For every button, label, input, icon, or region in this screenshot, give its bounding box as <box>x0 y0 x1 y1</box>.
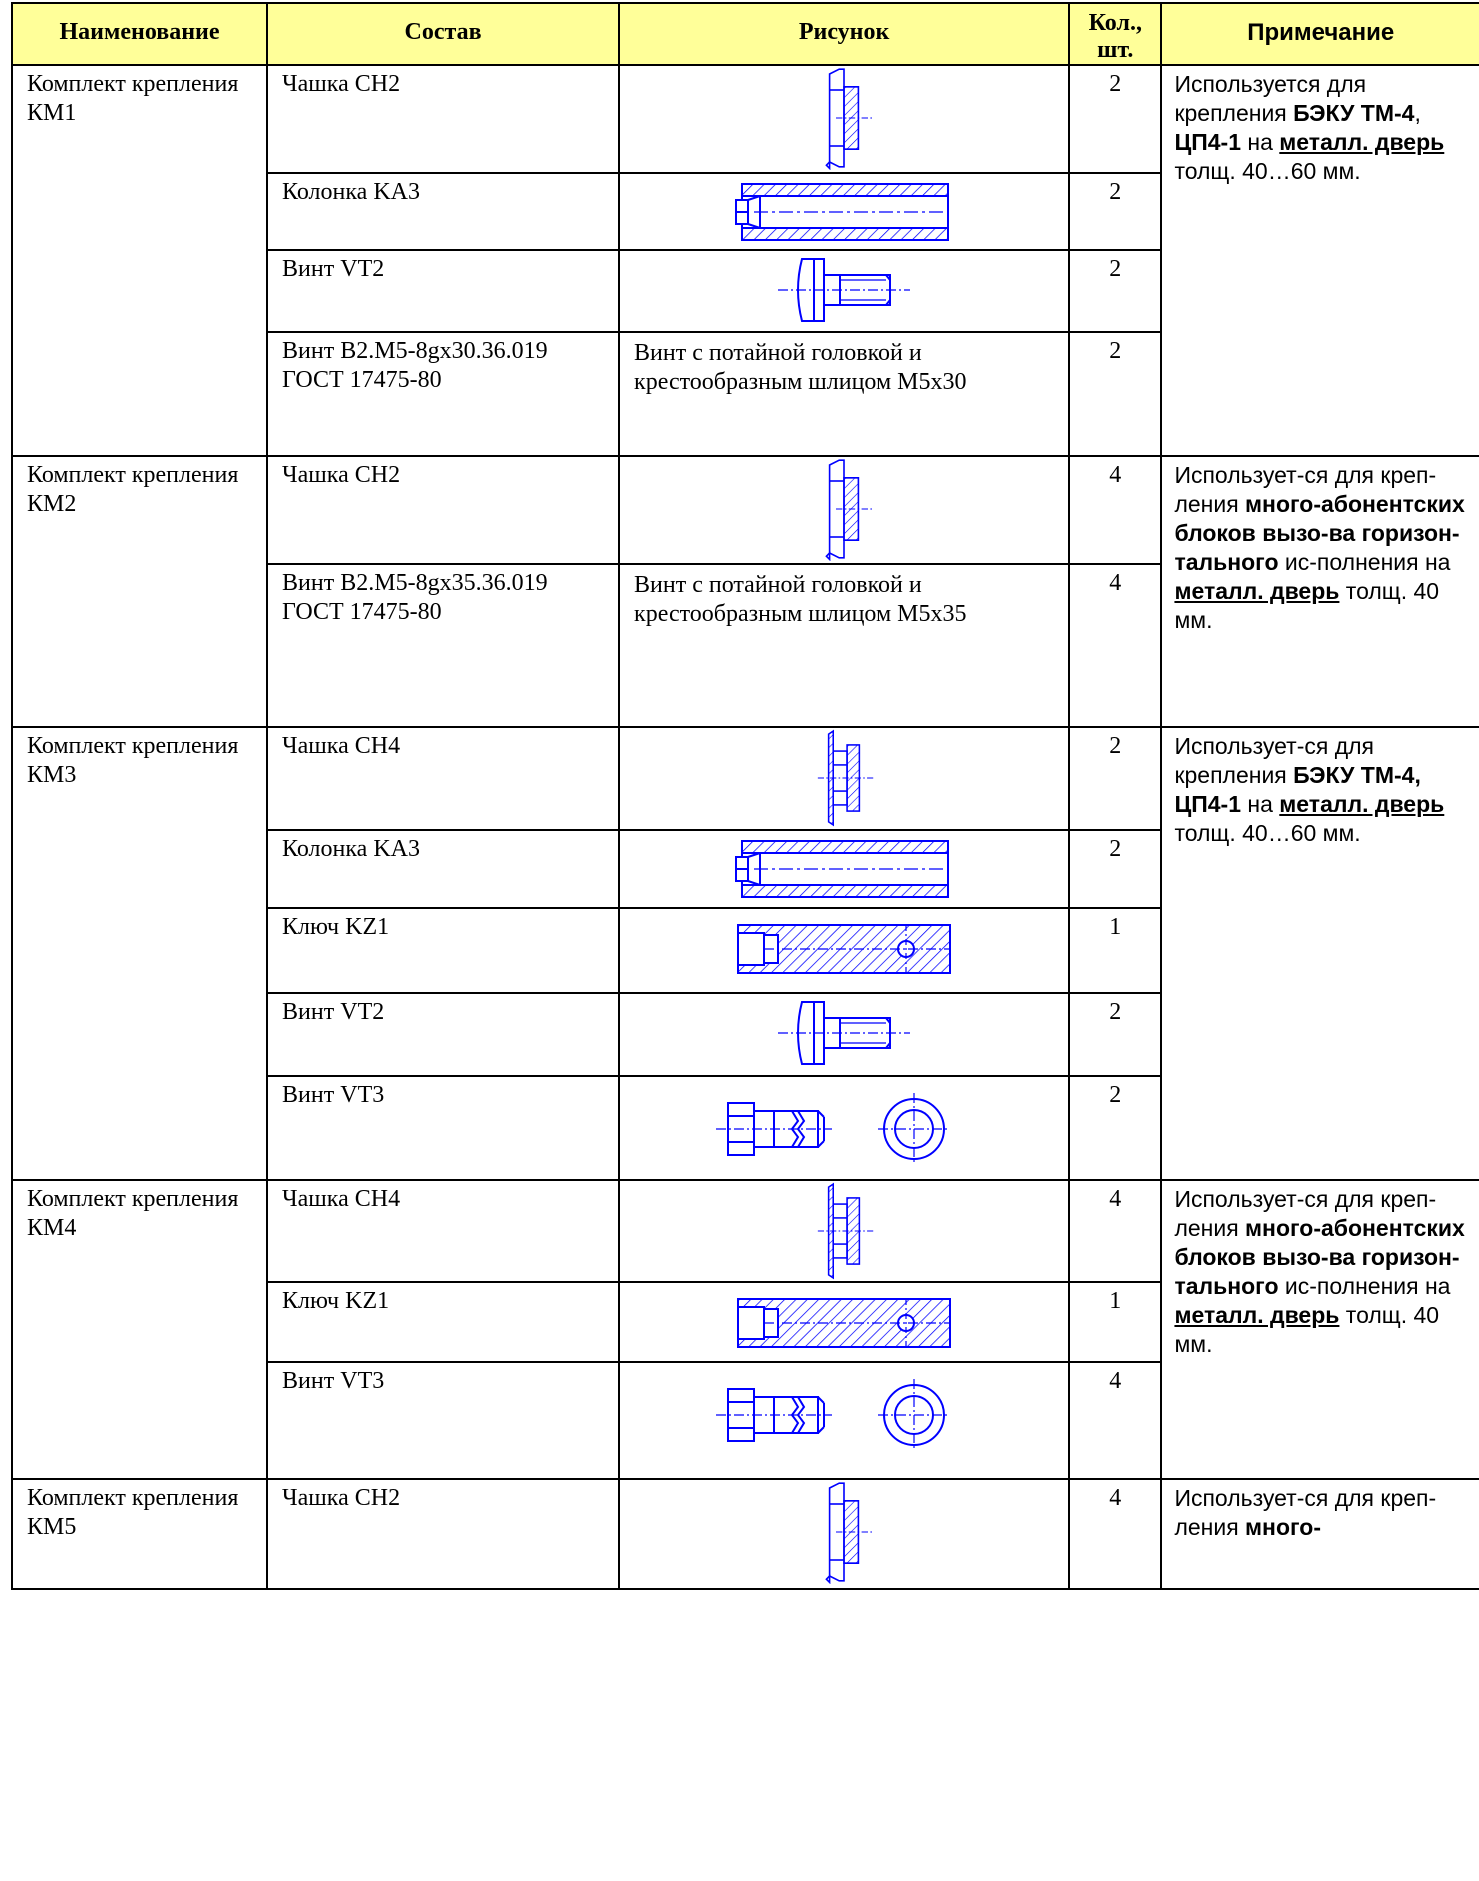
item-name: Винт В2.М5-8gx30.36.019 ГОСТ 17475-80 <box>282 338 548 393</box>
key-kz1-icon <box>734 1293 954 1353</box>
key-kz1-icon <box>734 919 954 979</box>
item-name: Ключ KZ1 <box>282 914 390 940</box>
screw-vt2-icon <box>774 255 914 325</box>
qty-value: 1 <box>1109 1288 1122 1314</box>
note-cell <box>1161 1479 1479 1589</box>
qty-value: 4 <box>1109 1485 1122 1511</box>
qty-cell <box>1069 993 1161 1076</box>
qty-cell <box>1069 1282 1161 1362</box>
table-row <box>12 456 1479 564</box>
note-text: Использует-ся для крепления БЭКУ ТМ-4, ЦП4-1 на металл. дверь толщ. 40…60 мм. <box>1174 733 1445 846</box>
item-name-cell <box>267 173 619 250</box>
drawing-cell <box>619 250 1069 332</box>
qty-cell <box>1069 1479 1161 1589</box>
drawing-cell <box>619 65 1069 173</box>
header-note: Примечание <box>1161 3 1479 65</box>
item-name-cell <box>267 1479 619 1589</box>
note-text: Используется для крепления БЭКУ ТМ-4, ЦП4-1 на металл. дверь толщ. 40…60 мм. <box>1174 71 1445 184</box>
drawing-cell <box>619 564 1069 727</box>
qty-cell <box>1069 456 1161 564</box>
kit-name: Комплект крепления КМ3 <box>27 733 239 788</box>
item-name: Винт VT3 <box>282 1368 385 1394</box>
screw-vt2-icon <box>774 998 914 1068</box>
drawing-cell <box>619 908 1069 993</box>
item-name-cell <box>267 332 619 456</box>
screw-vt3-icon <box>714 1089 974 1169</box>
drawing-cell <box>619 1180 1069 1282</box>
item-name: Чашка CH4 <box>282 1186 401 1212</box>
kit-name: Комплект крепления КМ4 <box>27 1186 239 1241</box>
header-name: Наименование <box>12 3 267 65</box>
qty-value: 2 <box>1109 733 1122 759</box>
qty-cell <box>1069 173 1161 250</box>
cup-ch2-icon <box>804 457 884 561</box>
qty-cell <box>1069 65 1161 173</box>
kit-name: Комплект крепления КМ2 <box>27 462 239 517</box>
item-name-cell <box>267 727 619 830</box>
item-name-cell <box>267 564 619 727</box>
column-ka3-icon <box>734 837 954 901</box>
table-row <box>12 65 1479 173</box>
table-row <box>12 1180 1479 1282</box>
header-qty: Кол., шт. <box>1069 3 1161 65</box>
qty-value: 4 <box>1109 1368 1122 1394</box>
screw-vt3-icon <box>714 1375 974 1455</box>
kit-name: Комплект крепления КМ5 <box>27 1485 239 1540</box>
drawing-cell <box>619 830 1069 908</box>
qty-value: 2 <box>1109 999 1122 1025</box>
item-name: Чашка CH4 <box>282 733 401 759</box>
item-name: Колонка KA3 <box>282 179 420 205</box>
drawing-cell <box>619 1076 1069 1180</box>
drawing-cell <box>619 456 1069 564</box>
item-name: Винт В2.М5-8gx35.36.019 ГОСТ 17475-80 <box>282 570 548 625</box>
qty-value: 2 <box>1109 1082 1122 1108</box>
item-name-cell <box>267 65 619 173</box>
qty-cell <box>1069 564 1161 727</box>
item-name-cell <box>267 993 619 1076</box>
qty-cell <box>1069 332 1161 456</box>
drawing-cell <box>619 1282 1069 1362</box>
qty-value: 2 <box>1109 836 1122 862</box>
drawing-description: Винт с потайной головкой и крестообразным шлицом М5х35 <box>634 572 967 627</box>
cup-ch4-icon <box>804 1181 884 1281</box>
kit-name-cell <box>12 1479 267 1589</box>
note-cell <box>1161 727 1479 1180</box>
qty-cell <box>1069 250 1161 332</box>
note-cell <box>1161 65 1479 456</box>
drawing-cell <box>619 332 1069 456</box>
item-name-cell <box>267 1282 619 1362</box>
table-row <box>12 727 1479 830</box>
header-row <box>12 3 1479 65</box>
drawing-cell <box>619 1362 1069 1479</box>
item-name: Винт VT2 <box>282 999 385 1025</box>
drawing-cell <box>619 727 1069 830</box>
item-name: Колонка KA3 <box>282 836 420 862</box>
item-name-cell <box>267 1180 619 1282</box>
table-row <box>12 1479 1479 1589</box>
cup-ch4-icon <box>804 728 884 828</box>
item-name-cell <box>267 1076 619 1180</box>
column-ka3-icon <box>734 180 954 244</box>
qty-value: 4 <box>1109 1186 1122 1212</box>
item-name-cell <box>267 456 619 564</box>
note-text: Использует-ся для креп-ления много- <box>1174 1485 1437 1540</box>
drawing-cell <box>619 993 1069 1076</box>
header-composition: Состав <box>267 3 619 65</box>
cup-ch2-icon <box>804 1480 884 1584</box>
drawing-cell <box>619 1479 1069 1589</box>
item-name: Чашка CH2 <box>282 1485 401 1511</box>
kit-name-cell <box>12 727 267 1180</box>
item-name-cell <box>267 250 619 332</box>
qty-cell <box>1069 830 1161 908</box>
kit-name-cell <box>12 456 267 727</box>
kit-name-cell <box>12 1180 267 1479</box>
item-name-cell <box>267 1362 619 1479</box>
item-name-cell <box>267 830 619 908</box>
note-text: Использует-ся для креп-ления много-абонентских блоков вызо-ва горизон-тального ис-полнения на металл. дверь толщ. 40 мм. <box>1174 462 1465 633</box>
qty-value: 2 <box>1109 71 1122 97</box>
parts-table <box>11 2 1479 1590</box>
qty-value: 2 <box>1109 338 1122 364</box>
drawing-cell <box>619 173 1069 250</box>
qty-cell <box>1069 1362 1161 1479</box>
item-name: Винт VT2 <box>282 256 385 282</box>
item-name: Винт VT3 <box>282 1082 385 1108</box>
note-text: Использует-ся для креп-ления много-абонентских блоков вызо-ва горизон-тального ис-полнения на металл. дверь толщ. 40 мм. <box>1174 1186 1465 1357</box>
kit-name: Комплект крепления КМ1 <box>27 71 239 126</box>
note-cell <box>1161 1180 1479 1479</box>
qty-value: 1 <box>1109 914 1122 940</box>
qty-value: 4 <box>1109 462 1122 488</box>
qty-value: 2 <box>1109 179 1122 205</box>
qty-cell <box>1069 908 1161 993</box>
drawing-description: Винт с потайной головкой и крестообразным шлицом М5х30 <box>634 340 967 395</box>
item-name-cell <box>267 908 619 993</box>
qty-value: 2 <box>1109 256 1122 282</box>
item-name: Чашка CH2 <box>282 462 401 488</box>
qty-cell <box>1069 1180 1161 1282</box>
kit-name-cell <box>12 65 267 456</box>
cup-ch2-icon <box>804 66 884 170</box>
qty-cell <box>1069 1076 1161 1180</box>
qty-cell <box>1069 727 1161 830</box>
item-name: Чашка CH2 <box>282 71 401 97</box>
qty-value: 4 <box>1109 570 1122 596</box>
note-cell <box>1161 456 1479 727</box>
item-name: Ключ KZ1 <box>282 1288 390 1314</box>
header-drawing: Рисунок <box>619 3 1069 65</box>
